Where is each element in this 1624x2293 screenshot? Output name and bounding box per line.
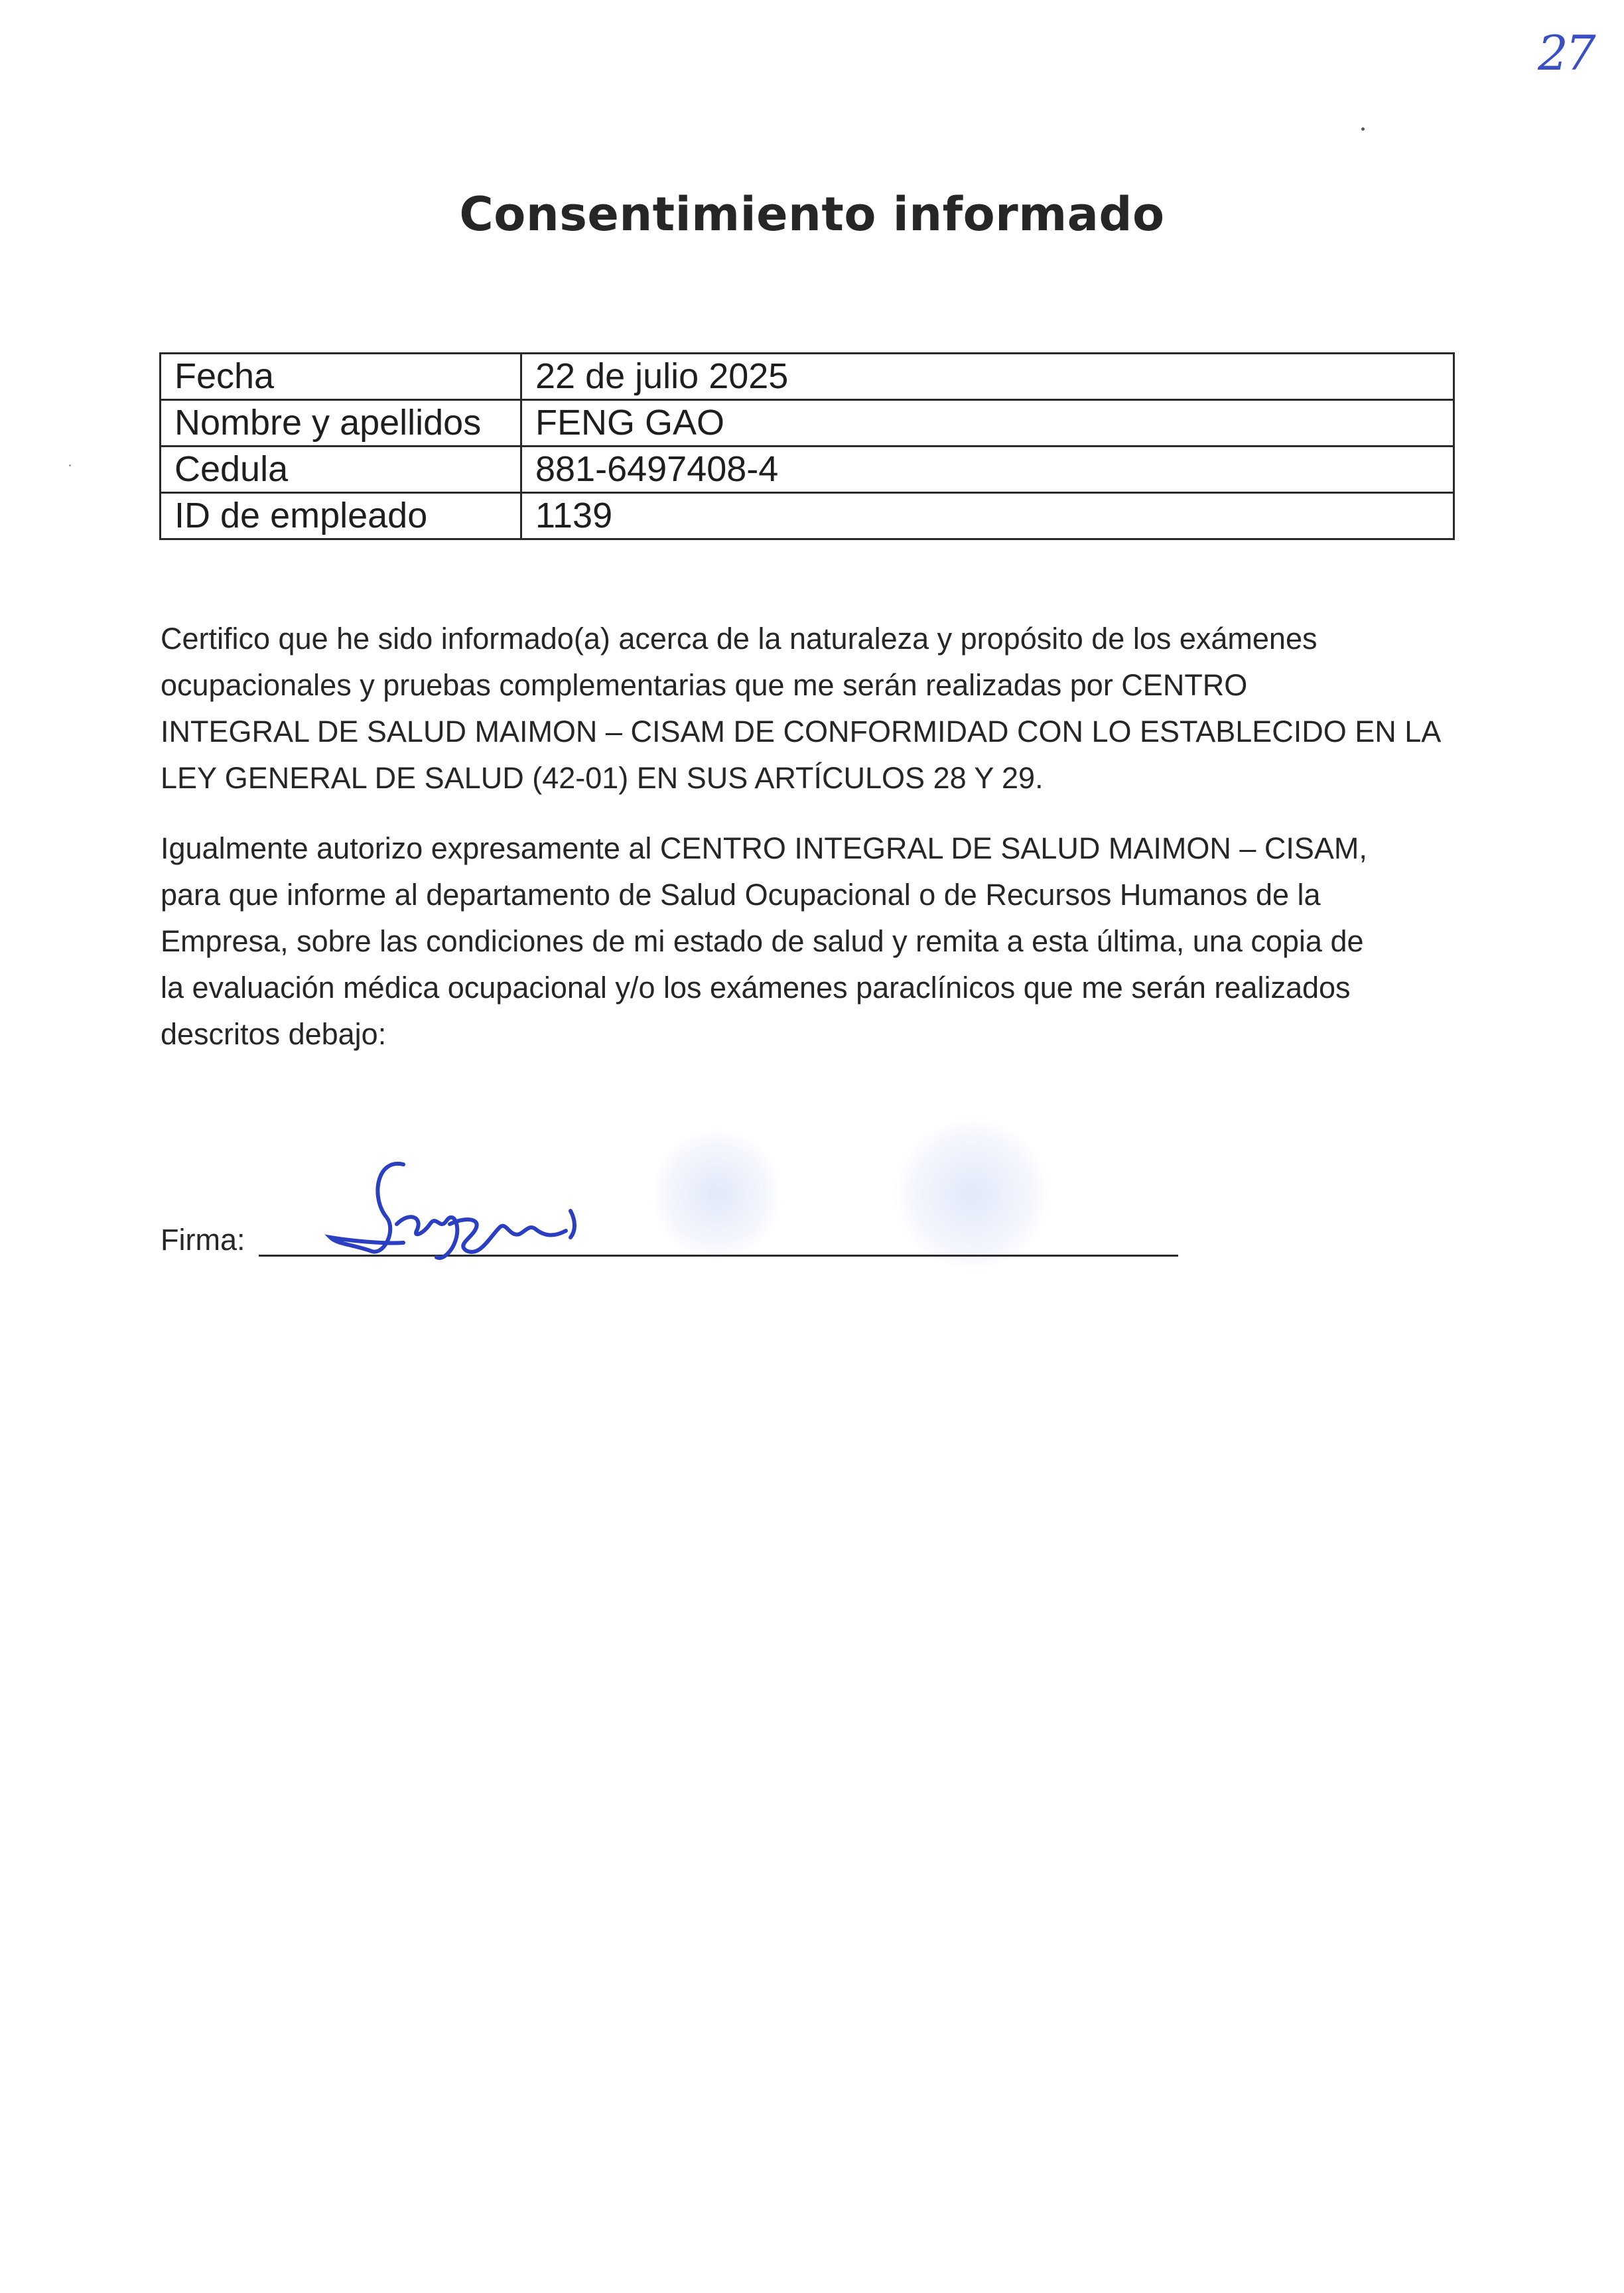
row-label: Nombre y apellidos	[161, 400, 521, 447]
row-label: Cedula	[161, 447, 521, 493]
table-row	[161, 493, 1454, 539]
paragraph-line: para que informe al departamento de Salud Ocupacional o de Recursos Humanos de la	[161, 878, 1321, 912]
certification-paragraph	[161, 616, 1461, 801]
fingerprint-smudge	[653, 1128, 779, 1261]
row-value: FENG GAO	[521, 400, 1454, 447]
row-value: 22 de julio 2025	[521, 354, 1454, 400]
table-row	[161, 354, 1454, 400]
authorization-paragraph	[161, 825, 1461, 1058]
table-row	[161, 400, 1454, 447]
fingerprint-smudge	[892, 1121, 1051, 1267]
paragraph-line: Igualmente autorizo expresamente al CENTRO INTEGRAL DE SALUD MAIMON – CISAM,	[161, 831, 1367, 865]
paragraph-line: INTEGRAL DE SALUD MAIMON – CISAM DE CONFORMIDAD CON LO ESTABLECIDO EN LA	[161, 715, 1442, 748]
page-number: 27	[1538, 25, 1593, 81]
scan-speck	[69, 464, 71, 466]
row-value: 1139	[521, 493, 1454, 539]
handwritten-signature	[324, 1145, 589, 1271]
paragraph-line: LEY GENERAL DE SALUD (42-01) EN SUS ARTÍCULOS 28 Y 29.	[161, 761, 1044, 795]
table-row	[161, 447, 1454, 493]
row-label: Fecha	[161, 354, 521, 400]
paragraph-line: ocupacionales y pruebas complementarias que me serán realizadas por CENTRO	[161, 668, 1248, 702]
signature-label: Firma:	[161, 1223, 245, 1257]
row-label: ID de empleado	[161, 493, 521, 539]
employee-info-table	[159, 352, 1455, 540]
paragraph-line: la evaluación médica ocupacional y/o los exámenes paraclínicos que me serán realizados	[161, 971, 1351, 1005]
paragraph-line: Empresa, sobre las condiciones de mi estado de salud y remita a esta última, una copia de	[161, 924, 1364, 958]
row-value: 881-6497408-4	[521, 447, 1454, 493]
scan-speck	[1361, 127, 1365, 131]
paragraph-line: Certifico que he sido informado(a) acerca de la naturaleza y propósito de los exámenes	[161, 622, 1318, 656]
page-title: Consentimiento informado	[459, 187, 1165, 242]
paragraph-line: descritos debajo:	[161, 1017, 387, 1051]
